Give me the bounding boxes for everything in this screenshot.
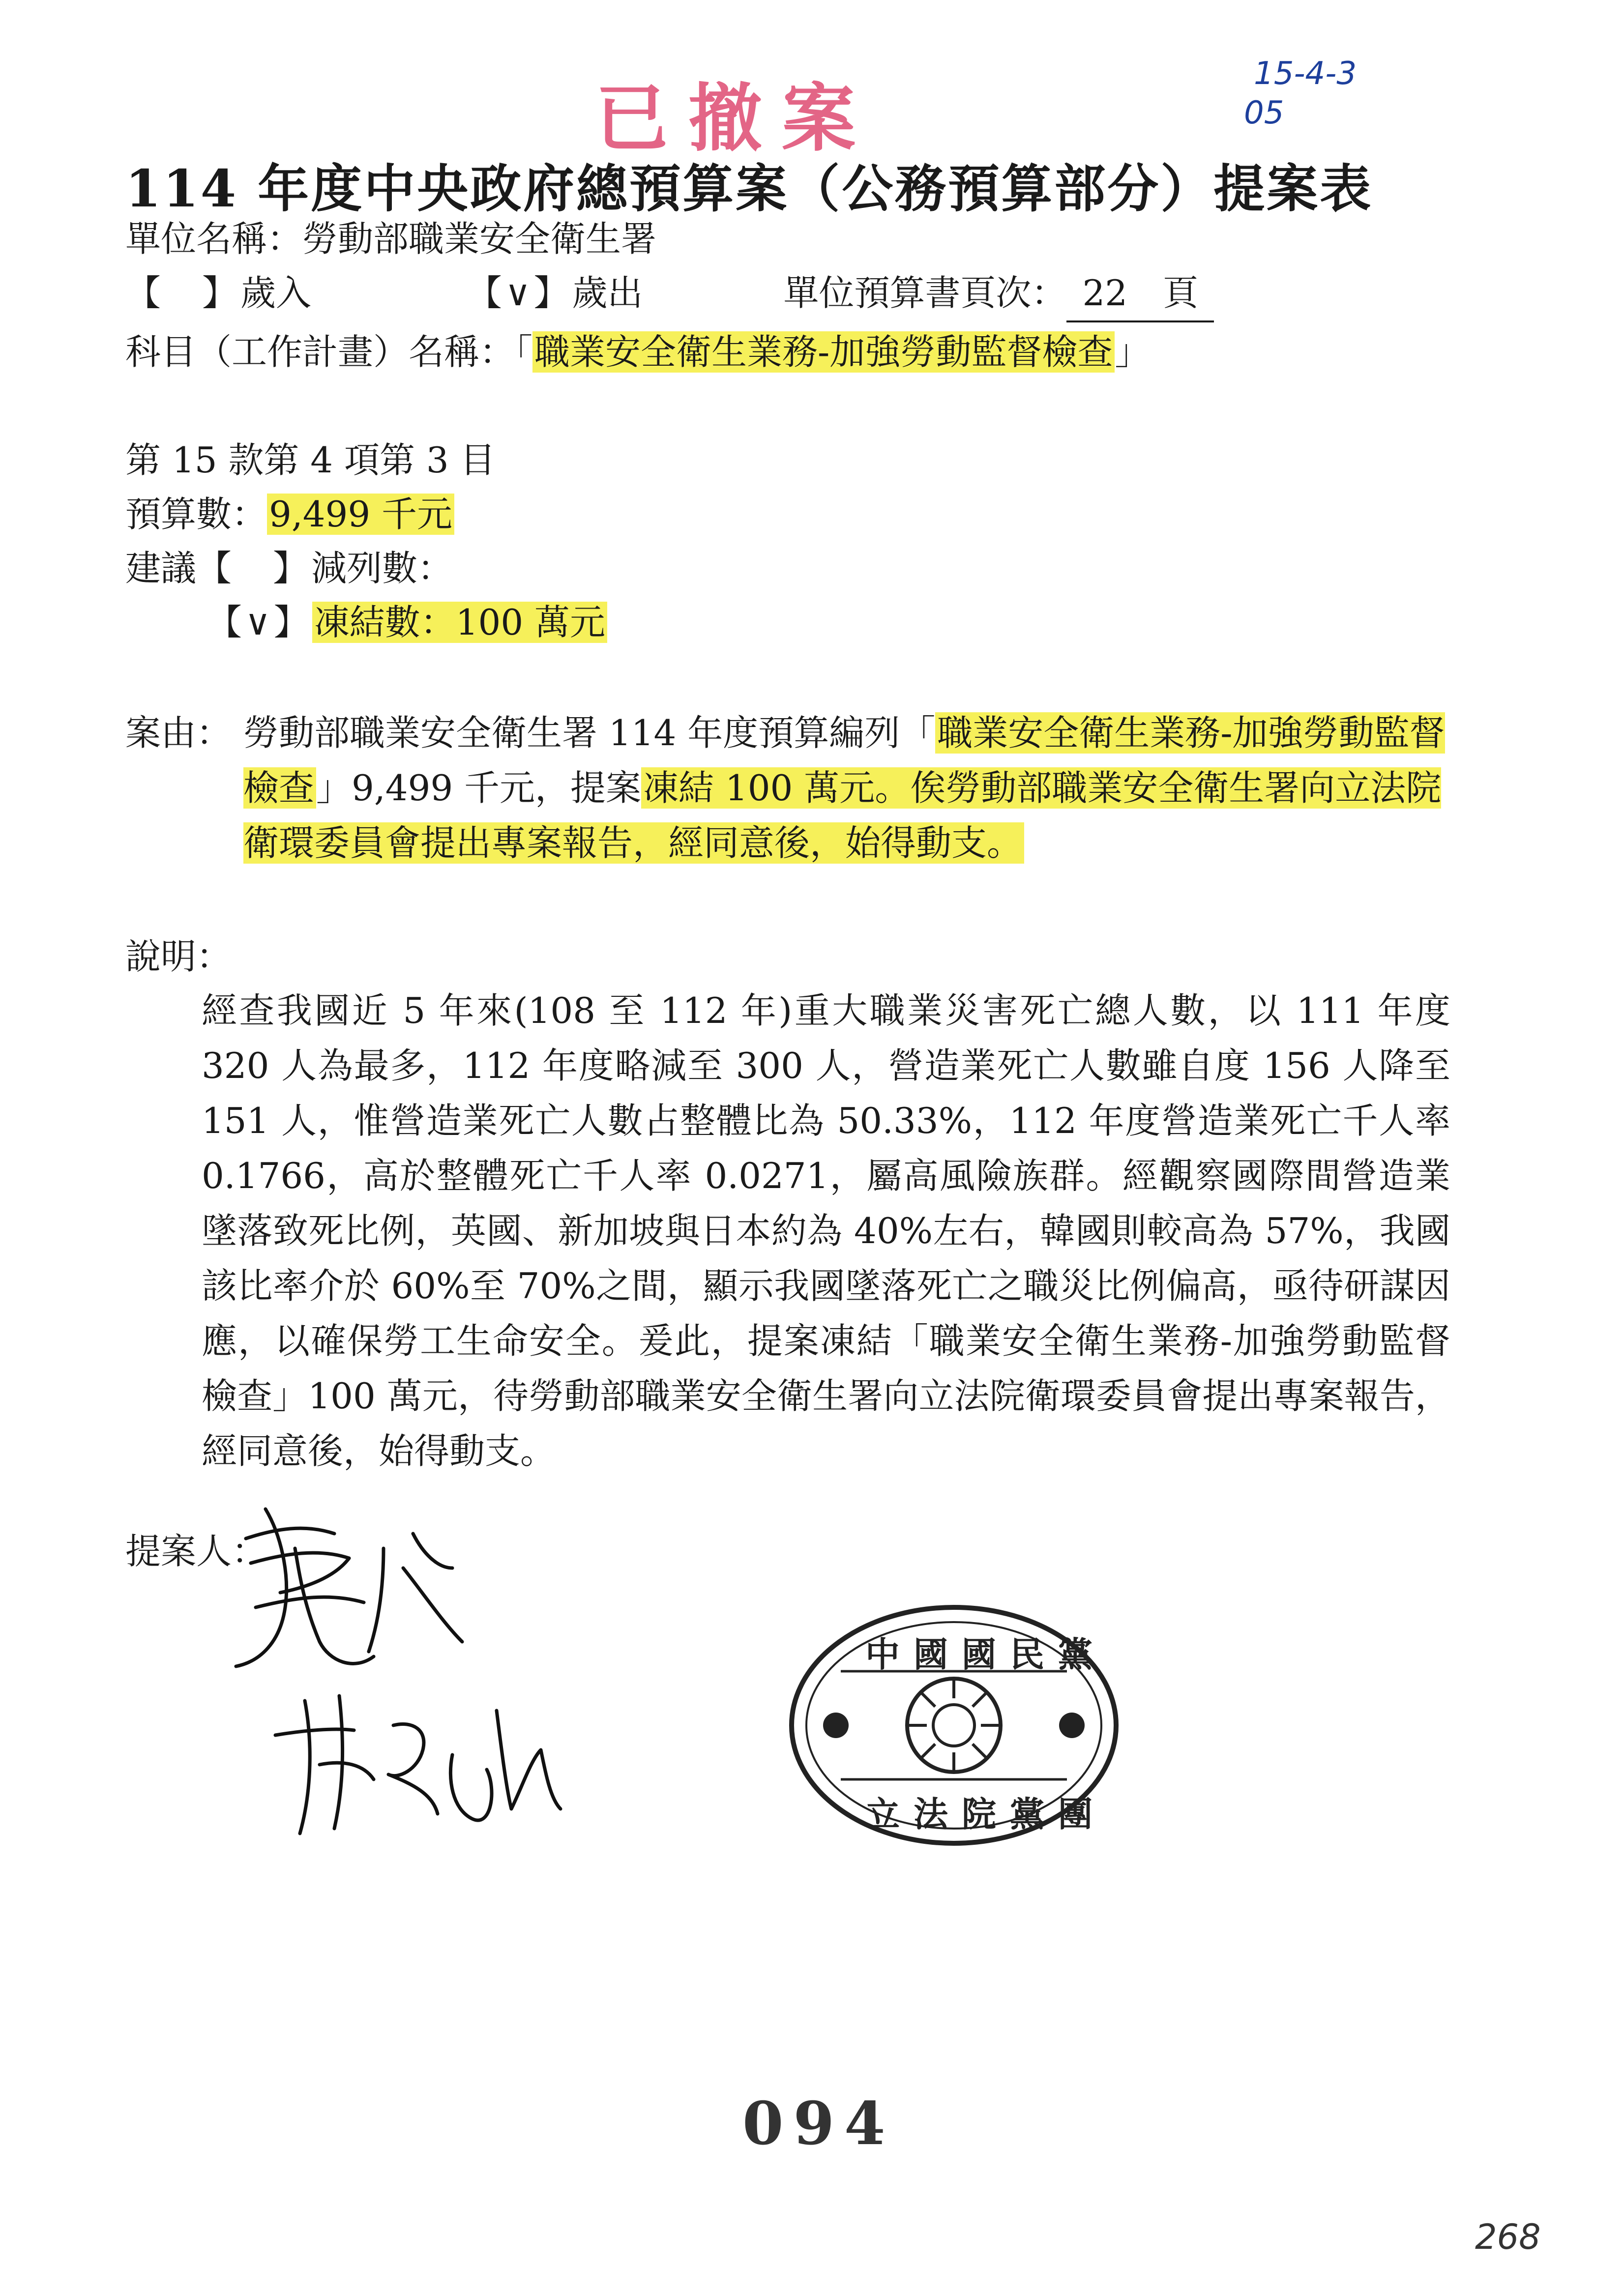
party-seal bbox=[782, 1598, 1126, 1853]
handwritten-note-line1: 15-4-3 bbox=[1254, 56, 1357, 92]
handwritten-note bbox=[1244, 54, 1357, 133]
unit-label: 單位名稱： bbox=[125, 218, 303, 260]
seal-bottom-text: 立法院黨團 bbox=[865, 1794, 1106, 1834]
expense-checkbox: 【∨】 bbox=[466, 272, 572, 314]
budget-value: 9,499 千元 bbox=[267, 494, 454, 535]
reason-part3: 」9,499 千元，提案 bbox=[316, 767, 642, 809]
reason-text bbox=[243, 705, 1463, 871]
freeze-checkbox: 【∨】 bbox=[207, 602, 312, 643]
subject-close-quote: 」 bbox=[1115, 331, 1151, 373]
income-label: 歲入 bbox=[240, 272, 312, 314]
page-ref-value: 22 bbox=[1082, 272, 1128, 314]
income-checkbox: 【 】 bbox=[125, 272, 241, 314]
seal-top-text: 中國國民黨 bbox=[865, 1634, 1106, 1675]
page-ref-underline bbox=[1066, 265, 1214, 322]
explanation-text: 經查我國近 5 年來(108 至 112 年)重大職業災害死亡總人數，以 111 年度 320 人為最多，112 年度略減至 300 人，營造業死亡人數雖自度 156 人降至 151 人，惟營造業死亡人數占整體比為 50.33%，112 年度營造業死亡千人率 0.1766，高於整體死亡千人率 0.0271，屬高風險族群。經觀察國際間營造業墜落致死比例，英國、新加坡與日本約為 40%左右，韓國則較高為 57%，我國該比率介於 60%至 70%之間，顯示我國墜落死亡之職災比例偏高，亟待研謀因應，以確保勞工生命安全。爰此，提案凍結「職業安全衛生業務-加強勞動監督檢查」100 萬元，待勞動部職業安全衛生署向立法院衛環委員會提出專案報告，經同意後，始得動支。 bbox=[202, 990, 1450, 1472]
subject-open-quote: 「 bbox=[515, 331, 533, 373]
budget-label: 預算數： bbox=[125, 494, 267, 535]
reason-subject: 職業安全衛生業務-加強勞動監督檢查 bbox=[243, 712, 1445, 809]
page-title: 114 年度中央政府總預算案（公務預算部分）提案表 bbox=[125, 158, 1373, 219]
suggestion-line bbox=[125, 541, 453, 596]
handwritten-note-line2: 05 bbox=[1244, 95, 1284, 131]
proposer-label: 提案人： bbox=[125, 1531, 267, 1572]
subject-value: 職業安全衛生業務-加強勞動監督檢查 bbox=[532, 331, 1115, 373]
page-ref-label: 單位預算書頁次： bbox=[783, 272, 1067, 314]
reason-part1: 勞動部職業安全衛生署 114 年度預算編列「 bbox=[243, 712, 936, 754]
explanation-label: 說明： bbox=[125, 936, 232, 977]
page-number: 094 bbox=[742, 2089, 895, 2158]
budget-line bbox=[125, 487, 454, 542]
cut-checkbox: 【 】 bbox=[196, 548, 312, 589]
expense-label: 歲出 bbox=[572, 272, 643, 314]
reason-freeze: 凍結 100 萬元。俟勞動部職業安全衛生署向立法院衛環委員會提出專案報告，經同意後，始得動支。 bbox=[243, 767, 1442, 864]
signature-1 bbox=[207, 1494, 482, 1681]
type-line bbox=[125, 265, 1214, 322]
suggestion-label: 建議 bbox=[125, 548, 197, 589]
freeze-value: 凍結數：100 萬元 bbox=[312, 602, 607, 643]
corner-number: 268 bbox=[1475, 2217, 1541, 2257]
page-ref-unit: 頁 bbox=[1163, 272, 1199, 314]
budget-code: 第 15 款第 4 項第 3 目 bbox=[125, 439, 496, 481]
freeze-line bbox=[207, 595, 607, 650]
cut-label: 減列數： bbox=[311, 548, 453, 589]
subject-label: 科目（工作計畫）名稱： bbox=[125, 331, 515, 373]
reason-label: 案由： bbox=[125, 712, 232, 754]
unit-line bbox=[125, 211, 656, 266]
unit-value: 勞動部職業安全衛生署 bbox=[302, 218, 657, 260]
revoked-stamp: 已撤案 bbox=[595, 75, 876, 162]
subject-line bbox=[125, 324, 1150, 379]
signature-2 bbox=[266, 1681, 570, 1848]
